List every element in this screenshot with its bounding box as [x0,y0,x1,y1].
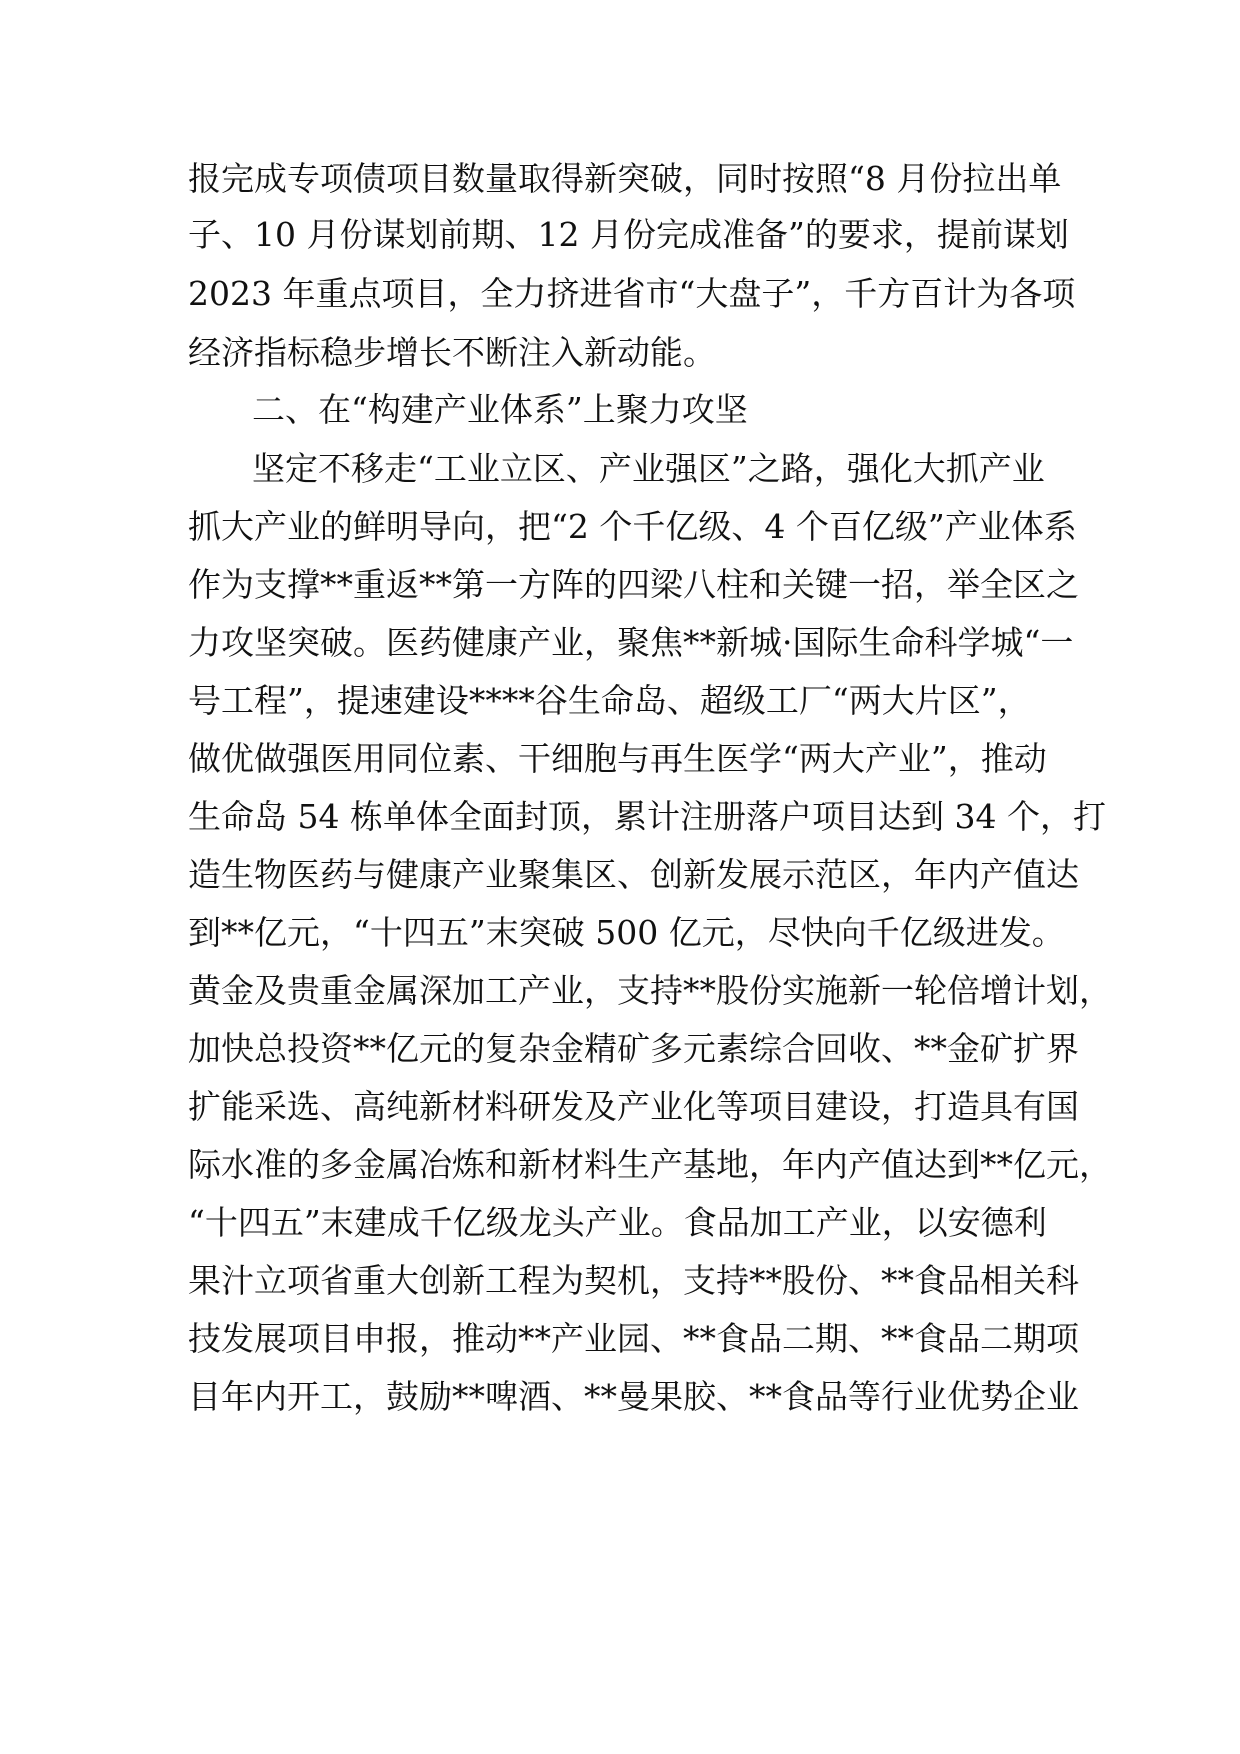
body-text-line: 技发展项目申报，推动**产业园、**食品二期、**食品二期项 [188,1319,1079,1358]
body-text-line: 黄金及贵重金属深加工产业，支持**股份实施新一轮倍增计划， [188,971,1112,1010]
body-text-line: 力攻坚突破。医药健康产业，聚焦**新城·国际生命科学城“一 [188,623,1074,662]
body-text-line: 2023 年重点项目，全力挤进省市“大盘子”，千方百计为各项 [188,274,1076,313]
body-text-line: 扩能采选、高纯新材料研发及产业化等项目建设，打造具有国 [188,1087,1079,1126]
body-text-line: 造生物医药与健康产业聚集区、创新发展示范区，年内产值达 [188,855,1079,894]
body-text-line: 抓大产业的鲜明导向，把“2 个千亿级、4 个百亿级”产业体系 [188,507,1077,546]
body-text-line: “十四五”末建成千亿级龙头产业。食品加工产业，以安德利 [188,1203,1047,1242]
body-text-line: 坚定不移走“工业立区、产业强区”之路，强化大抓产业 [252,449,1045,488]
body-text-line: 作为支撑**重返**第一方阵的四梁八柱和关键一招，举全区之 [188,565,1079,604]
body-text-line: 目年内开工，鼓励**啤酒、**曼果胶、**食品等行业优势企业 [188,1377,1079,1416]
body-text-line: 号工程”，提速建设****谷生命岛、超级工厂“两大片区”， [188,681,1031,720]
body-text-line: 加快总投资**亿元的复杂金精矿多元素综合回收、**金矿扩界 [188,1029,1079,1068]
section-heading: 二、在“构建产业体系”上聚力攻坚 [252,390,748,429]
body-text-line: 经济指标稳步增长不断注入新动能。 [188,333,716,372]
body-text-line: 生命岛 54 栋单体全面封顶，累计注册落户项目达到 34 个，打 [188,797,1106,836]
body-text-line: 果汁立项省重大创新工程为契机，支持**股份、**食品相关科 [188,1261,1079,1300]
body-text-line: 报完成专项债项目数量取得新突破，同时按照“8 月份拉出单 [188,159,1062,198]
body-text-line: 到**亿元，“十四五”末突破 500 亿元，尽快向千亿级进发。 [188,913,1065,952]
body-text-line: 际水准的多金属冶炼和新材料生产基地，年内产值达到**亿元， [188,1145,1112,1184]
body-text-line: 子、10 月份谋划前期、12 月份完成准备”的要求，提前谋划 [188,215,1069,254]
body-text-line: 做优做强医用同位素、干细胞与再生医学“两大产业”，推动 [188,739,1047,778]
